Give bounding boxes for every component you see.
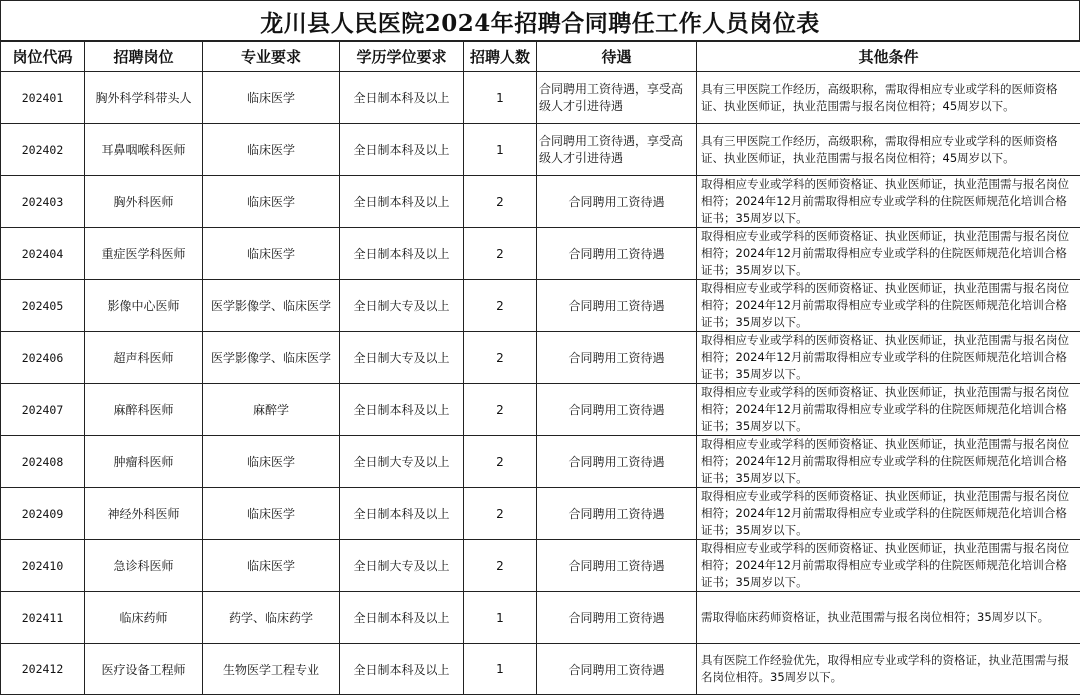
- cell-education: 全日制本科及以上: [340, 592, 464, 644]
- table-row: [1, 592, 1080, 644]
- cell-position: 急诊科医师: [85, 540, 203, 592]
- cell-position: 超声科医师: [85, 332, 203, 384]
- cell-code: 202409: [1, 488, 85, 540]
- cell-major: 临床医学: [203, 540, 340, 592]
- table-row: [1, 280, 1080, 332]
- cell-code: 202408: [1, 436, 85, 488]
- cell-education: 全日制本科及以上: [340, 72, 464, 124]
- header-education: 学历学位要求: [340, 41, 464, 72]
- table-row: [1, 228, 1080, 280]
- cell-conditions: 需取得临床药师资格证，执业范围需与报名岗位相符；35周岁以下。: [697, 592, 1080, 644]
- cell-treatment: 合同聘用工资待遇，享受高级人才引进待遇: [537, 72, 697, 124]
- cell-major: 临床医学: [203, 124, 340, 176]
- cell-major: 生物医学工程专业: [203, 644, 340, 695]
- cell-code: 202401: [1, 72, 85, 124]
- cell-position: 影像中心医师: [85, 280, 203, 332]
- cell-conditions: 取得相应专业或学科的医师资格证、执业医师证，执业范围需与报名岗位相符；2024年12月前需取得相应专业或学科的住院医师规范化培训合格证书；35周岁以下。: [697, 384, 1080, 436]
- header-treatment: 待遇: [537, 41, 697, 72]
- cell-code: 202402: [1, 124, 85, 176]
- cell-conditions: 取得相应专业或学科的医师资格证、执业医师证，执业范围需与报名岗位相符；2024年12月前需取得相应专业或学科的住院医师规范化培训合格证书；35周岁以下。: [697, 332, 1080, 384]
- header-position: 招聘岗位: [85, 41, 203, 72]
- table-row: [1, 644, 1080, 695]
- cell-education: 全日制本科及以上: [340, 176, 464, 228]
- cell-count: 2: [464, 228, 537, 280]
- cell-education: 全日制本科及以上: [340, 384, 464, 436]
- cell-treatment: 合同聘用工资待遇: [537, 436, 697, 488]
- cell-conditions: 具有三甲医院工作经历，高级职称，需取得相应专业或学科的医师资格证、执业医师证，执业范围需与报名岗位相符；45周岁以下。: [697, 72, 1080, 124]
- cell-position: 胸外科医师: [85, 176, 203, 228]
- page-title: 龙川县人民医院2024年招聘合同聘任工作人员岗位表: [0, 0, 1080, 42]
- cell-count: 2: [464, 332, 537, 384]
- cell-treatment: 合同聘用工资待遇: [537, 540, 697, 592]
- cell-conditions: 取得相应专业或学科的医师资格证、执业医师证，执业范围需与报名岗位相符；2024年12月前需取得相应专业或学科的住院医师规范化培训合格证书；35周岁以下。: [697, 228, 1080, 280]
- cell-conditions: 取得相应专业或学科的医师资格证、执业医师证，执业范围需与报名岗位相符；2024年12月前需取得相应专业或学科的住院医师规范化培训合格证书；35周岁以下。: [697, 436, 1080, 488]
- cell-treatment: 合同聘用工资待遇: [537, 592, 697, 644]
- cell-treatment: 合同聘用工资待遇: [537, 332, 697, 384]
- table-row: [1, 332, 1080, 384]
- cell-conditions: 取得相应专业或学科的医师资格证、执业医师证，执业范围需与报名岗位相符；2024年12月前需取得相应专业或学科的住院医师规范化培训合格证书；35周岁以下。: [697, 540, 1080, 592]
- cell-treatment: 合同聘用工资待遇: [537, 644, 697, 695]
- cell-treatment: 合同聘用工资待遇，享受高级人才引进待遇: [537, 124, 697, 176]
- table-row: [1, 124, 1080, 176]
- cell-education: 全日制本科及以上: [340, 228, 464, 280]
- positions-table: [0, 40, 1080, 695]
- table-row: [1, 488, 1080, 540]
- cell-position: 医疗设备工程师: [85, 644, 203, 695]
- header-code: 岗位代码: [1, 41, 85, 72]
- table-row: [1, 540, 1080, 592]
- cell-count: 2: [464, 176, 537, 228]
- cell-code: 202410: [1, 540, 85, 592]
- cell-count: 1: [464, 592, 537, 644]
- cell-count: 2: [464, 540, 537, 592]
- cell-count: 1: [464, 124, 537, 176]
- cell-code: 202404: [1, 228, 85, 280]
- cell-position: 临床药师: [85, 592, 203, 644]
- cell-conditions: 具有三甲医院工作经历，高级职称，需取得相应专业或学科的医师资格证、执业医师证，执业范围需与报名岗位相符；45周岁以下。: [697, 124, 1080, 176]
- cell-count: 2: [464, 436, 537, 488]
- cell-count: 2: [464, 280, 537, 332]
- cell-position: 神经外科医师: [85, 488, 203, 540]
- header-count: 招聘人数: [464, 41, 537, 72]
- header-conditions: 其他条件: [697, 41, 1080, 72]
- cell-count: 1: [464, 644, 537, 695]
- cell-position: 重症医学科医师: [85, 228, 203, 280]
- table-row: [1, 436, 1080, 488]
- cell-code: 202411: [1, 592, 85, 644]
- header-major: 专业要求: [203, 41, 340, 72]
- cell-treatment: 合同聘用工资待遇: [537, 384, 697, 436]
- cell-position: 耳鼻咽喉科医师: [85, 124, 203, 176]
- cell-major: 临床医学: [203, 228, 340, 280]
- cell-education: 全日制大专及以上: [340, 540, 464, 592]
- cell-major: 药学、临床药学: [203, 592, 340, 644]
- cell-code: 202407: [1, 384, 85, 436]
- cell-position: 麻醉科医师: [85, 384, 203, 436]
- cell-major: 医学影像学、临床医学: [203, 332, 340, 384]
- cell-major: 临床医学: [203, 72, 340, 124]
- cell-major: 医学影像学、临床医学: [203, 280, 340, 332]
- cell-count: 2: [464, 384, 537, 436]
- cell-code: 202405: [1, 280, 85, 332]
- table-row: [1, 384, 1080, 436]
- cell-major: 麻醉学: [203, 384, 340, 436]
- cell-education: 全日制大专及以上: [340, 332, 464, 384]
- cell-count: 2: [464, 488, 537, 540]
- cell-code: 202406: [1, 332, 85, 384]
- cell-education: 全日制本科及以上: [340, 488, 464, 540]
- cell-conditions: 取得相应专业或学科的医师资格证、执业医师证，执业范围需与报名岗位相符；2024年12月前需取得相应专业或学科的住院医师规范化培训合格证书；35周岁以下。: [697, 488, 1080, 540]
- cell-treatment: 合同聘用工资待遇: [537, 176, 697, 228]
- cell-conditions: 取得相应专业或学科的医师资格证、执业医师证，执业范围需与报名岗位相符；2024年12月前需取得相应专业或学科的住院医师规范化培训合格证书；35周岁以下。: [697, 280, 1080, 332]
- cell-conditions: 具有医院工作经验优先，取得相应专业或学科的资格证，执业范围需与报名岗位相符。35周岁以下。: [697, 644, 1080, 695]
- cell-education: 全日制本科及以上: [340, 644, 464, 695]
- table-row: [1, 72, 1080, 124]
- cell-education: 全日制本科及以上: [340, 124, 464, 176]
- cell-education: 全日制大专及以上: [340, 436, 464, 488]
- cell-count: 1: [464, 72, 537, 124]
- cell-code: 202412: [1, 644, 85, 695]
- cell-treatment: 合同聘用工资待遇: [537, 280, 697, 332]
- header-row: [1, 41, 1080, 72]
- table-row: [1, 176, 1080, 228]
- cell-major: 临床医学: [203, 436, 340, 488]
- cell-treatment: 合同聘用工资待遇: [537, 488, 697, 540]
- cell-conditions: 取得相应专业或学科的医师资格证、执业医师证，执业范围需与报名岗位相符；2024年12月前需取得相应专业或学科的住院医师规范化培训合格证书；35周岁以下。: [697, 176, 1080, 228]
- cell-position: 胸外科学科带头人: [85, 72, 203, 124]
- cell-position: 肿瘤科医师: [85, 436, 203, 488]
- cell-major: 临床医学: [203, 176, 340, 228]
- cell-code: 202403: [1, 176, 85, 228]
- cell-education: 全日制大专及以上: [340, 280, 464, 332]
- cell-major: 临床医学: [203, 488, 340, 540]
- cell-treatment: 合同聘用工资待遇: [537, 228, 697, 280]
